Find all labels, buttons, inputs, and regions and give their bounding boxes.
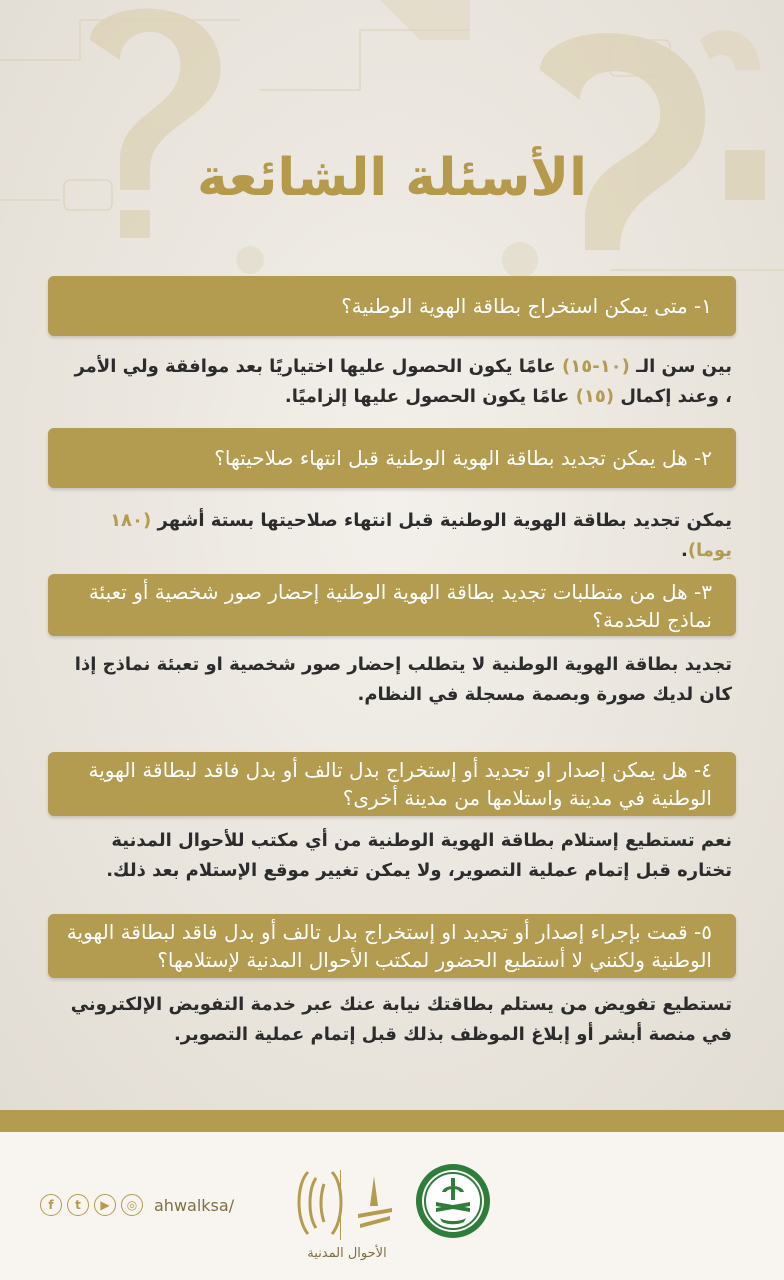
civil-affairs-logo-text: الأحوال المدنية (307, 1246, 387, 1261)
logo-separator (340, 1170, 341, 1240)
answer-2-text-a: يمكن تجديد بطاقة الهوية الوطنية قبل انتهاء صلاحيتها بستة أشهر (151, 510, 732, 531)
page-title: الأسئلة الشائعة (197, 148, 587, 208)
social-links (40, 1192, 234, 1218)
twitter-icon[interactable]: t (67, 1194, 89, 1216)
faq-answer-5: تستطيع تفويض من يستلم بطاقتك نيابة عنك عبر خدمة التفويض الإلكتروني في منصة أبشر أو إبلاغ الموظف بذلك قبل إتمام عملية التصوير. (70, 994, 732, 1045)
answer-1-highlight-age: (١٥) (575, 386, 615, 407)
answer-2-highlight-days: (١٨٠ يوما) (110, 510, 732, 561)
faq-question-1: ١- متى يمكن استخراج بطاقة الهوية الوطنية؟ (48, 276, 736, 336)
faq-answer-1 (62, 352, 732, 412)
youtube-icon[interactable]: ▶ (94, 1194, 116, 1216)
footer-divider-stripe (0, 1110, 784, 1132)
faq-question-5: ٥- قمت بإجراء إصدار أو تجديد او إستخراج بدل تالف أو بدل فاقد لبطاقة الهوية الوطنية ولكنني لا أستطيع الحضور لمكتب الأحوال المدنية لإستلامها؟ (48, 914, 736, 978)
faq-question-4: ٤- هل يمكن إصدار او تجديد أو إستخراج بدل تالف أو بدل فاقد لبطاقة الهوية الوطنية في مدينة واستلامها من مدينة أخرى؟ (48, 752, 736, 816)
ministry-emblem-icon (414, 1162, 492, 1240)
instagram-icon[interactable]: ◎ (121, 1194, 143, 1216)
social-handle[interactable]: ahwalksa/ (154, 1195, 235, 1215)
facebook-icon[interactable]: f (40, 1194, 62, 1216)
answer-1-text-b: عامًا يكون الحصول عليها اختياريًا بعد موافقة ولي الأمر ، وعند إكمال (74, 356, 732, 407)
faq-question-2: ٢- هل يمكن تجديد بطاقة الهوية الوطنية قبل انتهاء صلاحيتها؟ (48, 428, 736, 488)
answer-1-text-a: بين سن الـ (629, 356, 732, 377)
civil-affairs-logo-icon (288, 1162, 408, 1242)
faq-answer-3: تجديد بطاقة الهوية الوطنية لا يتطلب إحضار صور شخصية او تعبئة نماذج إذا كان لديك صورة وبصمة مسجلة في النظام. (74, 654, 732, 705)
answer-1-highlight-age-range: (١٠-١٥) (561, 356, 630, 377)
answer-2-text-b: . (680, 540, 688, 561)
answer-1-text-c: عامًا يكون الحصول عليها إلزاميًا. (284, 386, 576, 407)
faq-answer-4: نعم تستطيع إستلام بطاقة الهوية الوطنية من أي مكتب للأحوال المدنية تختاره قبل إتمام عملية التصوير، ولا يمكن تغيير موقع الإستلام بعد ذلك. (106, 830, 732, 881)
faq-question-3: ٣- هل من متطلبات تجديد بطاقة الهوية الوطنية إحضار صور شخصية أو تعبئة نماذج للخدمة؟ (48, 574, 736, 636)
faq-answer-2 (62, 506, 732, 566)
